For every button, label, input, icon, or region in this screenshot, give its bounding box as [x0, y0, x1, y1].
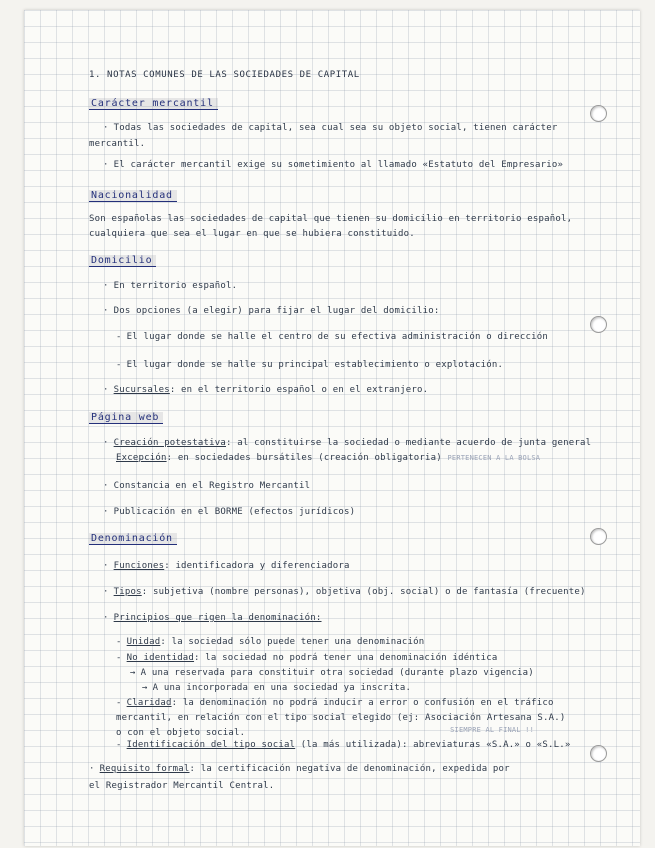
- bullet: ·: [103, 123, 109, 133]
- label: Identificación del tipo social: [126, 740, 296, 750]
- dash: -: [116, 637, 122, 647]
- list-item: [103, 587, 586, 597]
- margin-note: PERTENECEN A LA BOLSA: [447, 454, 541, 462]
- text: (la más utilizada): abreviaturas «S.A.» o «S.L.»: [295, 740, 571, 750]
- bullet: ·: [103, 481, 109, 491]
- list-item: [103, 385, 428, 395]
- text: Constancia en el Registro Mercantil: [113, 481, 311, 491]
- sub-item: [116, 740, 571, 750]
- paragraph-line: cualquiera que sea el lugar en que se hubiera constituido.: [89, 229, 415, 239]
- arrow-icon: →: [130, 668, 136, 678]
- arrow-icon: →: [142, 683, 148, 693]
- text: : la certificación negativa de denominación, expedida por: [189, 764, 510, 774]
- section-heading-domicilio: Domicilio: [89, 255, 156, 267]
- list-item: [103, 306, 440, 316]
- sub-item-continuation: mercantil, en relación con el tipo social elegido (ej: Asociación Artesana S.A.): [116, 713, 566, 723]
- text: : subjetiva (nombre personas), objetiva (obj. social) o de fantasía (frecuente): [141, 587, 586, 597]
- label: Sucursales: [113, 385, 170, 395]
- bullet: ·: [103, 613, 109, 623]
- bullet: ·: [103, 438, 109, 448]
- label: Requisito formal: [99, 764, 190, 774]
- label: Unidad: [126, 637, 161, 647]
- binder-hole: [590, 105, 607, 122]
- text: Principios que rigen la denominación:: [113, 613, 322, 623]
- list-item: [103, 281, 237, 291]
- sub-item: [116, 698, 554, 708]
- dash: -: [116, 653, 122, 663]
- text: Dos opciones (a elegir) para fijar el lugar del domicilio:: [113, 306, 440, 316]
- text: : en sociedades bursátiles (creación obligatoria): [166, 453, 442, 463]
- list-item: [103, 123, 557, 133]
- label: Tipos: [113, 587, 142, 597]
- list-item-continuation: mercantil.: [89, 139, 146, 149]
- section-heading-nacionalidad: Nacionalidad: [89, 190, 177, 202]
- text: A una reservada para constituir otra sociedad (durante plazo vigencia): [140, 668, 534, 678]
- bullet: ·: [103, 160, 109, 170]
- dash: -: [116, 740, 122, 750]
- text: En territorio español.: [113, 281, 238, 291]
- list-item: [103, 438, 591, 448]
- text: El lugar donde se halle el centro de su efectiva administración o dirección: [126, 332, 549, 342]
- label: Funciones: [113, 561, 165, 571]
- section-heading-web: Página web: [89, 412, 163, 424]
- list-item-exception: [116, 453, 540, 463]
- text: : la sociedad sólo puede tener una denominación: [160, 637, 425, 647]
- binder-hole: [590, 745, 607, 762]
- binder-hole: [590, 316, 607, 333]
- text: A una incorporada en una sociedad ya inscrita.: [152, 683, 412, 693]
- sub-item: [116, 653, 497, 663]
- bullet: ·: [103, 507, 109, 517]
- section-heading-mercantil: Carácter mercantil: [89, 98, 218, 110]
- margin-note: SIEMPRE AL FINAL !!: [450, 726, 534, 734]
- dash: -: [116, 360, 122, 370]
- list-item: [103, 160, 563, 170]
- list-item: [103, 481, 310, 491]
- list-item: [103, 613, 322, 623]
- bullet: ·: [103, 561, 109, 571]
- arrow-item: [130, 668, 534, 678]
- text: : identificadora y diferenciadora: [164, 561, 350, 571]
- dash: -: [116, 332, 122, 342]
- sub-item: [116, 637, 424, 647]
- text: : en el territorio español o en el extranjero.: [169, 385, 429, 395]
- text: Publicación en el BORME (efectos jurídicos): [113, 507, 356, 517]
- list-item-continuation: el Registrador Mercantil Central.: [89, 781, 275, 791]
- text: El carácter mercantil exige su sometimiento al llamado «Estatuto del Empresario»: [113, 160, 564, 170]
- label: Claridad: [126, 698, 172, 708]
- sub-item: [116, 360, 503, 370]
- label: Excepción: [116, 453, 167, 463]
- page-title: 1. NOTAS COMUNES DE LAS SOCIEDADES DE CAPITAL: [89, 70, 360, 80]
- bullet: ·: [103, 587, 109, 597]
- bullet: ·: [89, 764, 95, 774]
- sub-item: [116, 332, 548, 342]
- label: Creación potestativa: [113, 438, 226, 448]
- list-item: [89, 764, 510, 774]
- label: No identidad: [126, 653, 195, 663]
- list-item: [103, 507, 355, 517]
- text: El lugar donde se halle su principal establecimiento o explotación.: [126, 360, 504, 370]
- bullet: ·: [103, 281, 109, 291]
- text: Todas las sociedades de capital, sea cual sea su objeto social, tienen carácter: [113, 123, 558, 133]
- section-heading-denominacion: Denominación: [89, 533, 177, 545]
- text: : la sociedad no podrá tener una denominación idéntica: [194, 653, 498, 663]
- bullet: ·: [103, 306, 109, 316]
- sub-item-continuation: o con el objeto social.: [116, 728, 246, 738]
- arrow-item: [142, 683, 411, 693]
- paragraph-line: Son españolas las sociedades de capital que tienen su domicilio en territorio español,: [89, 214, 573, 224]
- dash: -: [116, 698, 122, 708]
- binder-hole: [590, 528, 607, 545]
- text: : al constituirse la sociedad o mediante acuerdo de junta general: [226, 438, 592, 448]
- bullet: ·: [103, 385, 109, 395]
- list-item: [103, 561, 350, 571]
- text: : la denominación no podrá inducir a error o confusión en el tráfico: [171, 698, 554, 708]
